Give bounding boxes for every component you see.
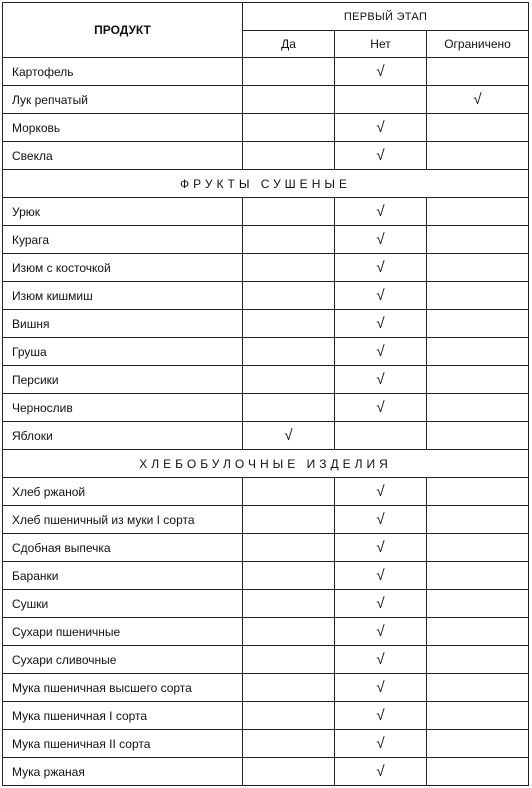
cell-yes: [243, 590, 335, 618]
table-row: [3, 198, 529, 226]
table-row: [3, 534, 529, 562]
table-row: [3, 142, 529, 170]
cell-no: √: [335, 142, 427, 170]
cell-no: √: [335, 366, 427, 394]
table-row: [3, 310, 529, 338]
table-row: [3, 646, 529, 674]
header-no: Нет: [335, 31, 427, 58]
cell-no: √: [335, 310, 427, 338]
cell-limited: [427, 590, 529, 618]
cell-yes: [243, 226, 335, 254]
table-row: [3, 338, 529, 366]
cell-yes: [243, 730, 335, 758]
cell-yes: [243, 254, 335, 282]
product-name: Курага: [3, 226, 243, 254]
cell-limited: [427, 338, 529, 366]
product-name: Груша: [3, 338, 243, 366]
cell-limited: [427, 366, 529, 394]
cell-limited: [427, 534, 529, 562]
table-row: [3, 506, 529, 534]
cell-yes: [243, 506, 335, 534]
cell-yes: [243, 366, 335, 394]
cell-no: √: [335, 590, 427, 618]
cell-yes: [243, 282, 335, 310]
cell-limited: [427, 310, 529, 338]
section-row: [3, 450, 529, 478]
product-name: Изюм с косточкой: [3, 254, 243, 282]
cell-limited: [427, 394, 529, 422]
cell-no: √: [335, 394, 427, 422]
cell-no: √: [335, 702, 427, 730]
product-name: Урюк: [3, 198, 243, 226]
product-name: Мука пшеничная II сорта: [3, 730, 243, 758]
cell-no: √: [335, 478, 427, 506]
cell-no: √: [335, 646, 427, 674]
cell-no: √: [335, 534, 427, 562]
table-row: [3, 254, 529, 282]
cell-limited: [427, 114, 529, 142]
cell-no: √: [335, 562, 427, 590]
cell-yes: [243, 198, 335, 226]
cell-no: √: [335, 730, 427, 758]
cell-yes: [243, 478, 335, 506]
table-row: [3, 366, 529, 394]
cell-yes: [243, 562, 335, 590]
product-name: Персики: [3, 366, 243, 394]
table-row: [3, 758, 529, 786]
cell-limited: [427, 254, 529, 282]
product-name: Чернослив: [3, 394, 243, 422]
cell-limited: [427, 142, 529, 170]
product-name: Мука пшеничная I сорта: [3, 702, 243, 730]
product-name: Сушки: [3, 590, 243, 618]
cell-yes: [243, 114, 335, 142]
product-name: Сухари пшеничные: [3, 618, 243, 646]
cell-limited: [427, 730, 529, 758]
cell-no: √: [335, 506, 427, 534]
table-row: [3, 590, 529, 618]
product-name: Мука пшеничная высшего сорта: [3, 674, 243, 702]
cell-limited: [427, 198, 529, 226]
header-limited: Ограничено: [427, 31, 529, 58]
cell-no: √: [335, 338, 427, 366]
cell-no: √: [335, 674, 427, 702]
table-row: [3, 282, 529, 310]
cell-limited: [427, 646, 529, 674]
cell-limited: [427, 758, 529, 786]
cell-no: √: [335, 254, 427, 282]
cell-yes: [243, 310, 335, 338]
cell-limited: [427, 506, 529, 534]
header-product: ПРОДУКТ: [3, 3, 243, 58]
table-row: [3, 422, 529, 450]
cell-limited: [427, 282, 529, 310]
product-name: Изюм кишмиш: [3, 282, 243, 310]
cell-no: √: [335, 226, 427, 254]
cell-yes: [243, 646, 335, 674]
cell-limited: [427, 618, 529, 646]
table-row: [3, 702, 529, 730]
cell-no: √: [335, 198, 427, 226]
cell-yes: [243, 618, 335, 646]
table-row: [3, 86, 529, 114]
product-name: Сдобная выпечка: [3, 534, 243, 562]
cell-no: √: [335, 58, 427, 86]
cell-limited: [427, 226, 529, 254]
table-body: [3, 58, 529, 786]
cell-yes: [243, 702, 335, 730]
cell-limited: [427, 674, 529, 702]
table-row: [3, 114, 529, 142]
cell-limited: [427, 562, 529, 590]
table-row: [3, 394, 529, 422]
table-row: [3, 562, 529, 590]
cell-no: [335, 86, 427, 114]
product-stage-table: [2, 2, 529, 786]
product-name: Сухари сливочные: [3, 646, 243, 674]
cell-limited: [427, 422, 529, 450]
product-name: Баранки: [3, 562, 243, 590]
table-row: [3, 618, 529, 646]
cell-yes: √: [243, 422, 335, 450]
cell-yes: [243, 534, 335, 562]
cell-no: √: [335, 282, 427, 310]
cell-yes: [243, 394, 335, 422]
cell-no: √: [335, 758, 427, 786]
table-row: [3, 730, 529, 758]
product-name: Мука ржаная: [3, 758, 243, 786]
product-name: Вишня: [3, 310, 243, 338]
product-name: Хлеб ржаной: [3, 478, 243, 506]
table-row: [3, 674, 529, 702]
cell-yes: [243, 142, 335, 170]
cell-yes: [243, 674, 335, 702]
product-name: Морковь: [3, 114, 243, 142]
product-name: Свекла: [3, 142, 243, 170]
product-name: Картофель: [3, 58, 243, 86]
cell-yes: [243, 758, 335, 786]
cell-no: √: [335, 618, 427, 646]
section-title: ФРУКТЫ СУШЕНЫЕ: [3, 170, 529, 198]
product-name: Хлеб пшеничный из муки I сорта: [3, 506, 243, 534]
cell-yes: [243, 58, 335, 86]
cell-limited: [427, 478, 529, 506]
header-yes: Да: [243, 31, 335, 58]
cell-limited: [427, 702, 529, 730]
cell-limited: √: [427, 86, 529, 114]
product-name: Лук репчатый: [3, 86, 243, 114]
table-row: [3, 58, 529, 86]
cell-limited: [427, 58, 529, 86]
cell-yes: [243, 338, 335, 366]
cell-no: [335, 422, 427, 450]
table-row: [3, 478, 529, 506]
table-row: [3, 226, 529, 254]
section-title: ХЛЕБОБУЛОЧНЫЕ ИЗДЕЛИЯ: [3, 450, 529, 478]
cell-yes: [243, 86, 335, 114]
section-row: [3, 170, 529, 198]
product-name: Яблоки: [3, 422, 243, 450]
cell-no: √: [335, 114, 427, 142]
header-stage: ПЕРВЫЙ ЭТАП: [243, 3, 529, 31]
